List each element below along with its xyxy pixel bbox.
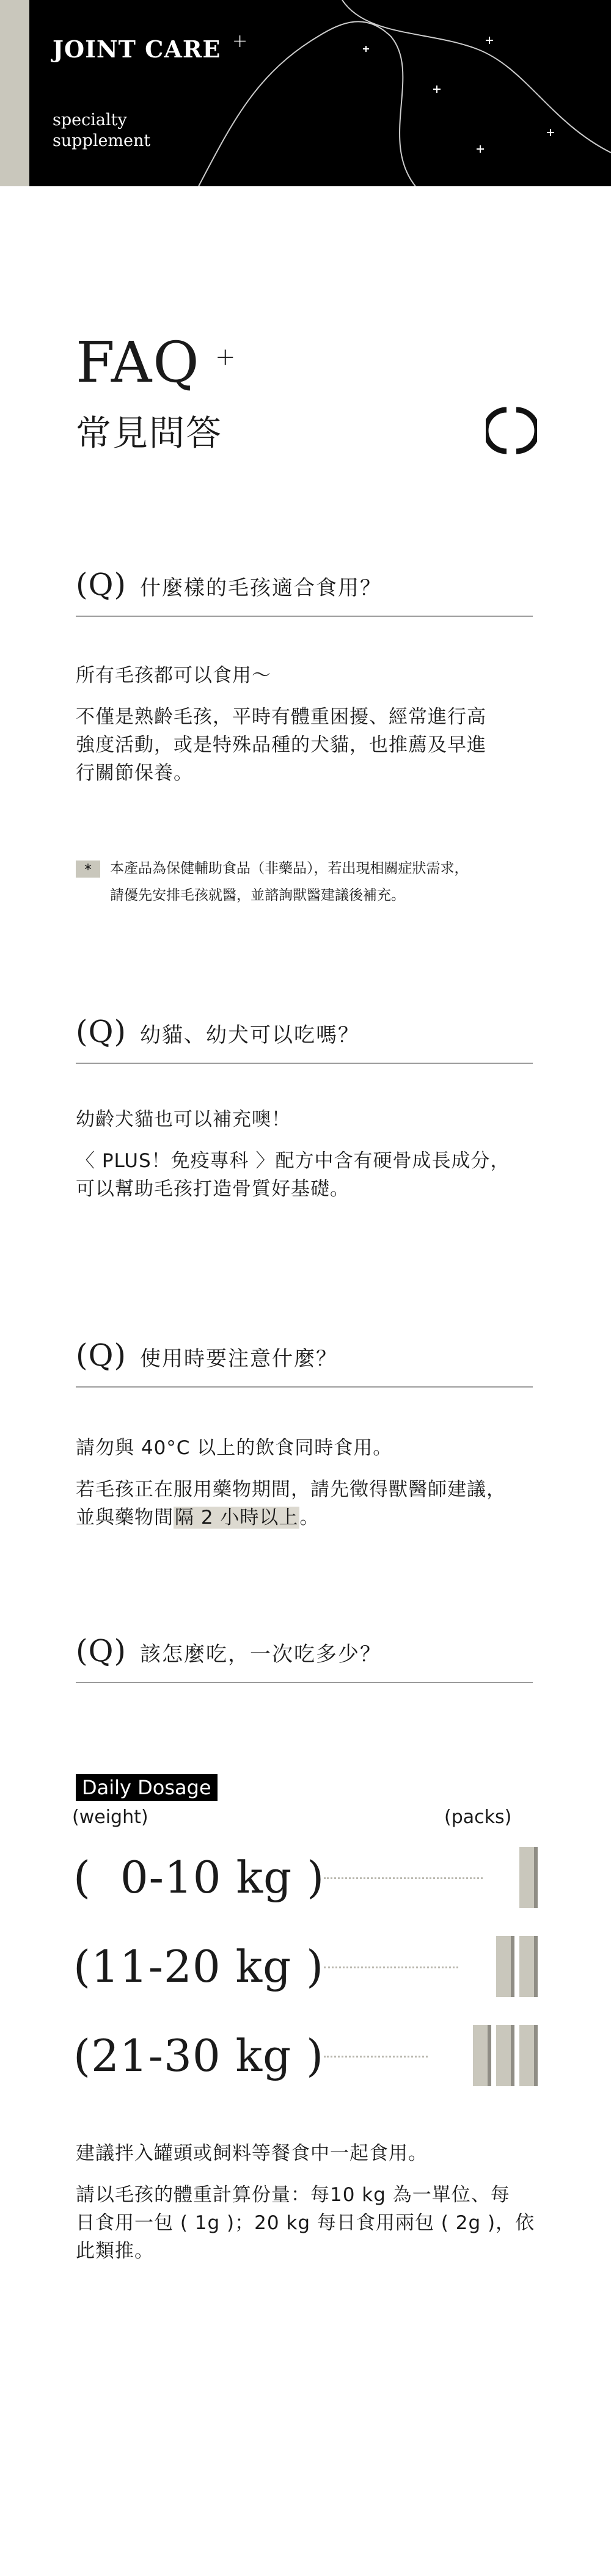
daily-dosage-label: Daily Dosage — [76, 1774, 218, 1801]
dosage-row — [73, 1936, 538, 2003]
pack-bar — [519, 1936, 538, 1997]
question-divider — [76, 616, 533, 617]
question-text: 該怎麼吃，一次吃多少？ — [140, 1642, 382, 1667]
pack-bar — [496, 2025, 514, 2086]
dosage-weight-header: (weight) — [72, 1806, 148, 1828]
answer-text: 並與藥物間 — [76, 1507, 174, 1529]
dosage-packs — [496, 1936, 538, 1999]
faq-answer-3 — [76, 1434, 540, 1532]
question-mark-label: (Q) — [76, 1014, 127, 1049]
dosage-note-line: 請以毛孩的體重計算份量：每10 kg 為一單位、每 — [76, 2184, 510, 2206]
dosage-packs-header: (packs) — [444, 1806, 512, 1828]
dosage-packs — [473, 2025, 538, 2089]
question-divider — [76, 1386, 533, 1388]
banner-title-plus: + — [232, 31, 248, 52]
question-mark-label: (Q) — [76, 1633, 127, 1668]
answer-line: 幼齡犬貓也可以補充噢！ — [76, 1108, 291, 1130]
header-banner — [0, 0, 611, 186]
question-text: 幼貓、幼犬可以吃嗎？ — [140, 1023, 360, 1047]
answer-highlight: 隔 2 小時以上 — [175, 1507, 299, 1529]
answer-text: 。 — [299, 1507, 320, 1529]
banner-subtitle-line2: supplement — [53, 131, 151, 150]
faq-question-1 — [76, 567, 533, 617]
dosage-leader-dots — [324, 1877, 483, 1879]
dosage-leader-dots — [324, 1967, 458, 1968]
question-divider — [76, 1682, 533, 1683]
faq-answer-2 — [76, 1105, 540, 1203]
answer-line: 若毛孩正在服用藥物期間，請先徵得獸醫師建議， — [76, 1479, 506, 1501]
dosage-notes — [76, 2139, 540, 2265]
answer-line — [76, 1504, 540, 1532]
question-text: 什麼樣的毛孩適合食用？ — [140, 576, 382, 600]
note-line: 請優先安排毛孩就醫，並諮詢獸醫建議後補充。 — [110, 887, 405, 903]
answer-line: 可以幫助毛孩打造骨質好基礎。 — [76, 1178, 349, 1200]
banner-curve-left — [199, 21, 415, 186]
question-mark-label: (Q) — [76, 1337, 127, 1373]
pack-bar — [473, 2025, 491, 2086]
question-mark-label: (Q) — [76, 567, 127, 602]
dosage-row — [73, 1847, 538, 1914]
dosage-leader-dots — [324, 2056, 428, 2058]
pack-bar — [519, 2025, 538, 2086]
faq-question-4 — [76, 1633, 533, 1683]
answer-line: 所有毛孩都可以食用～ — [76, 664, 271, 686]
banner-subtitle-line1: specialty — [53, 111, 127, 129]
banner-sparkles — [363, 37, 554, 153]
banner-subtitle — [53, 110, 150, 151]
dosage-range: (11-20 kg ) — [73, 1941, 324, 1992]
faq-heading: FAQ — [76, 330, 200, 395]
question-divider — [76, 1063, 533, 1064]
banner-title: JOINT CARE — [53, 35, 221, 63]
banner-curve-right — [342, 0, 611, 153]
note-asterisk: * — [76, 860, 100, 878]
dosage-range: (21-30 kg ) — [73, 2030, 324, 2081]
faq-question-2 — [76, 1014, 533, 1064]
faq-heading-plus: + — [215, 343, 236, 371]
faq-question-3 — [76, 1337, 533, 1388]
faq-subheading: 常見問答 — [76, 412, 223, 454]
answer-line: 行關節保養。 — [76, 762, 193, 784]
bracket-circle-icon — [486, 405, 537, 456]
pack-bar — [519, 1847, 538, 1908]
answer-line: 〈 PLUS！免疫專科 〉配方中含有硬骨成長成分， — [76, 1150, 510, 1172]
banner-decoration — [0, 0, 611, 186]
faq-note-1 — [76, 855, 552, 909]
question-text: 使用時要注意什麼？ — [140, 1347, 338, 1371]
dosage-packs — [519, 1847, 538, 1910]
pack-bar — [496, 1936, 514, 1997]
dosage-range: ( 0-10 kg ) — [73, 1852, 325, 1903]
dosage-note-line: 建議拌入罐頭或飼料等餐食中一起食用。 — [76, 2142, 428, 2164]
dosage-row — [73, 2025, 538, 2092]
answer-line: 不僅是熟齡毛孩，平時有體重困擾、經常進行高 — [76, 706, 486, 728]
dosage-note-line: 日食用一包 ( 1g )；20 kg 每日食用兩包 ( 2g )，依 — [76, 2212, 535, 2234]
dosage-note-line: 此類推。 — [76, 2240, 154, 2262]
answer-line: 請勿與 40°C 以上的飲食同時食用。 — [76, 1437, 393, 1459]
note-line: 本產品為保健輔助食品（非藥品），若出現相關症狀需求， — [110, 860, 469, 876]
faq-answer-1 — [76, 661, 540, 787]
answer-line: 強度活動，或是特殊品種的犬貓，也推薦及早進 — [76, 734, 486, 756]
